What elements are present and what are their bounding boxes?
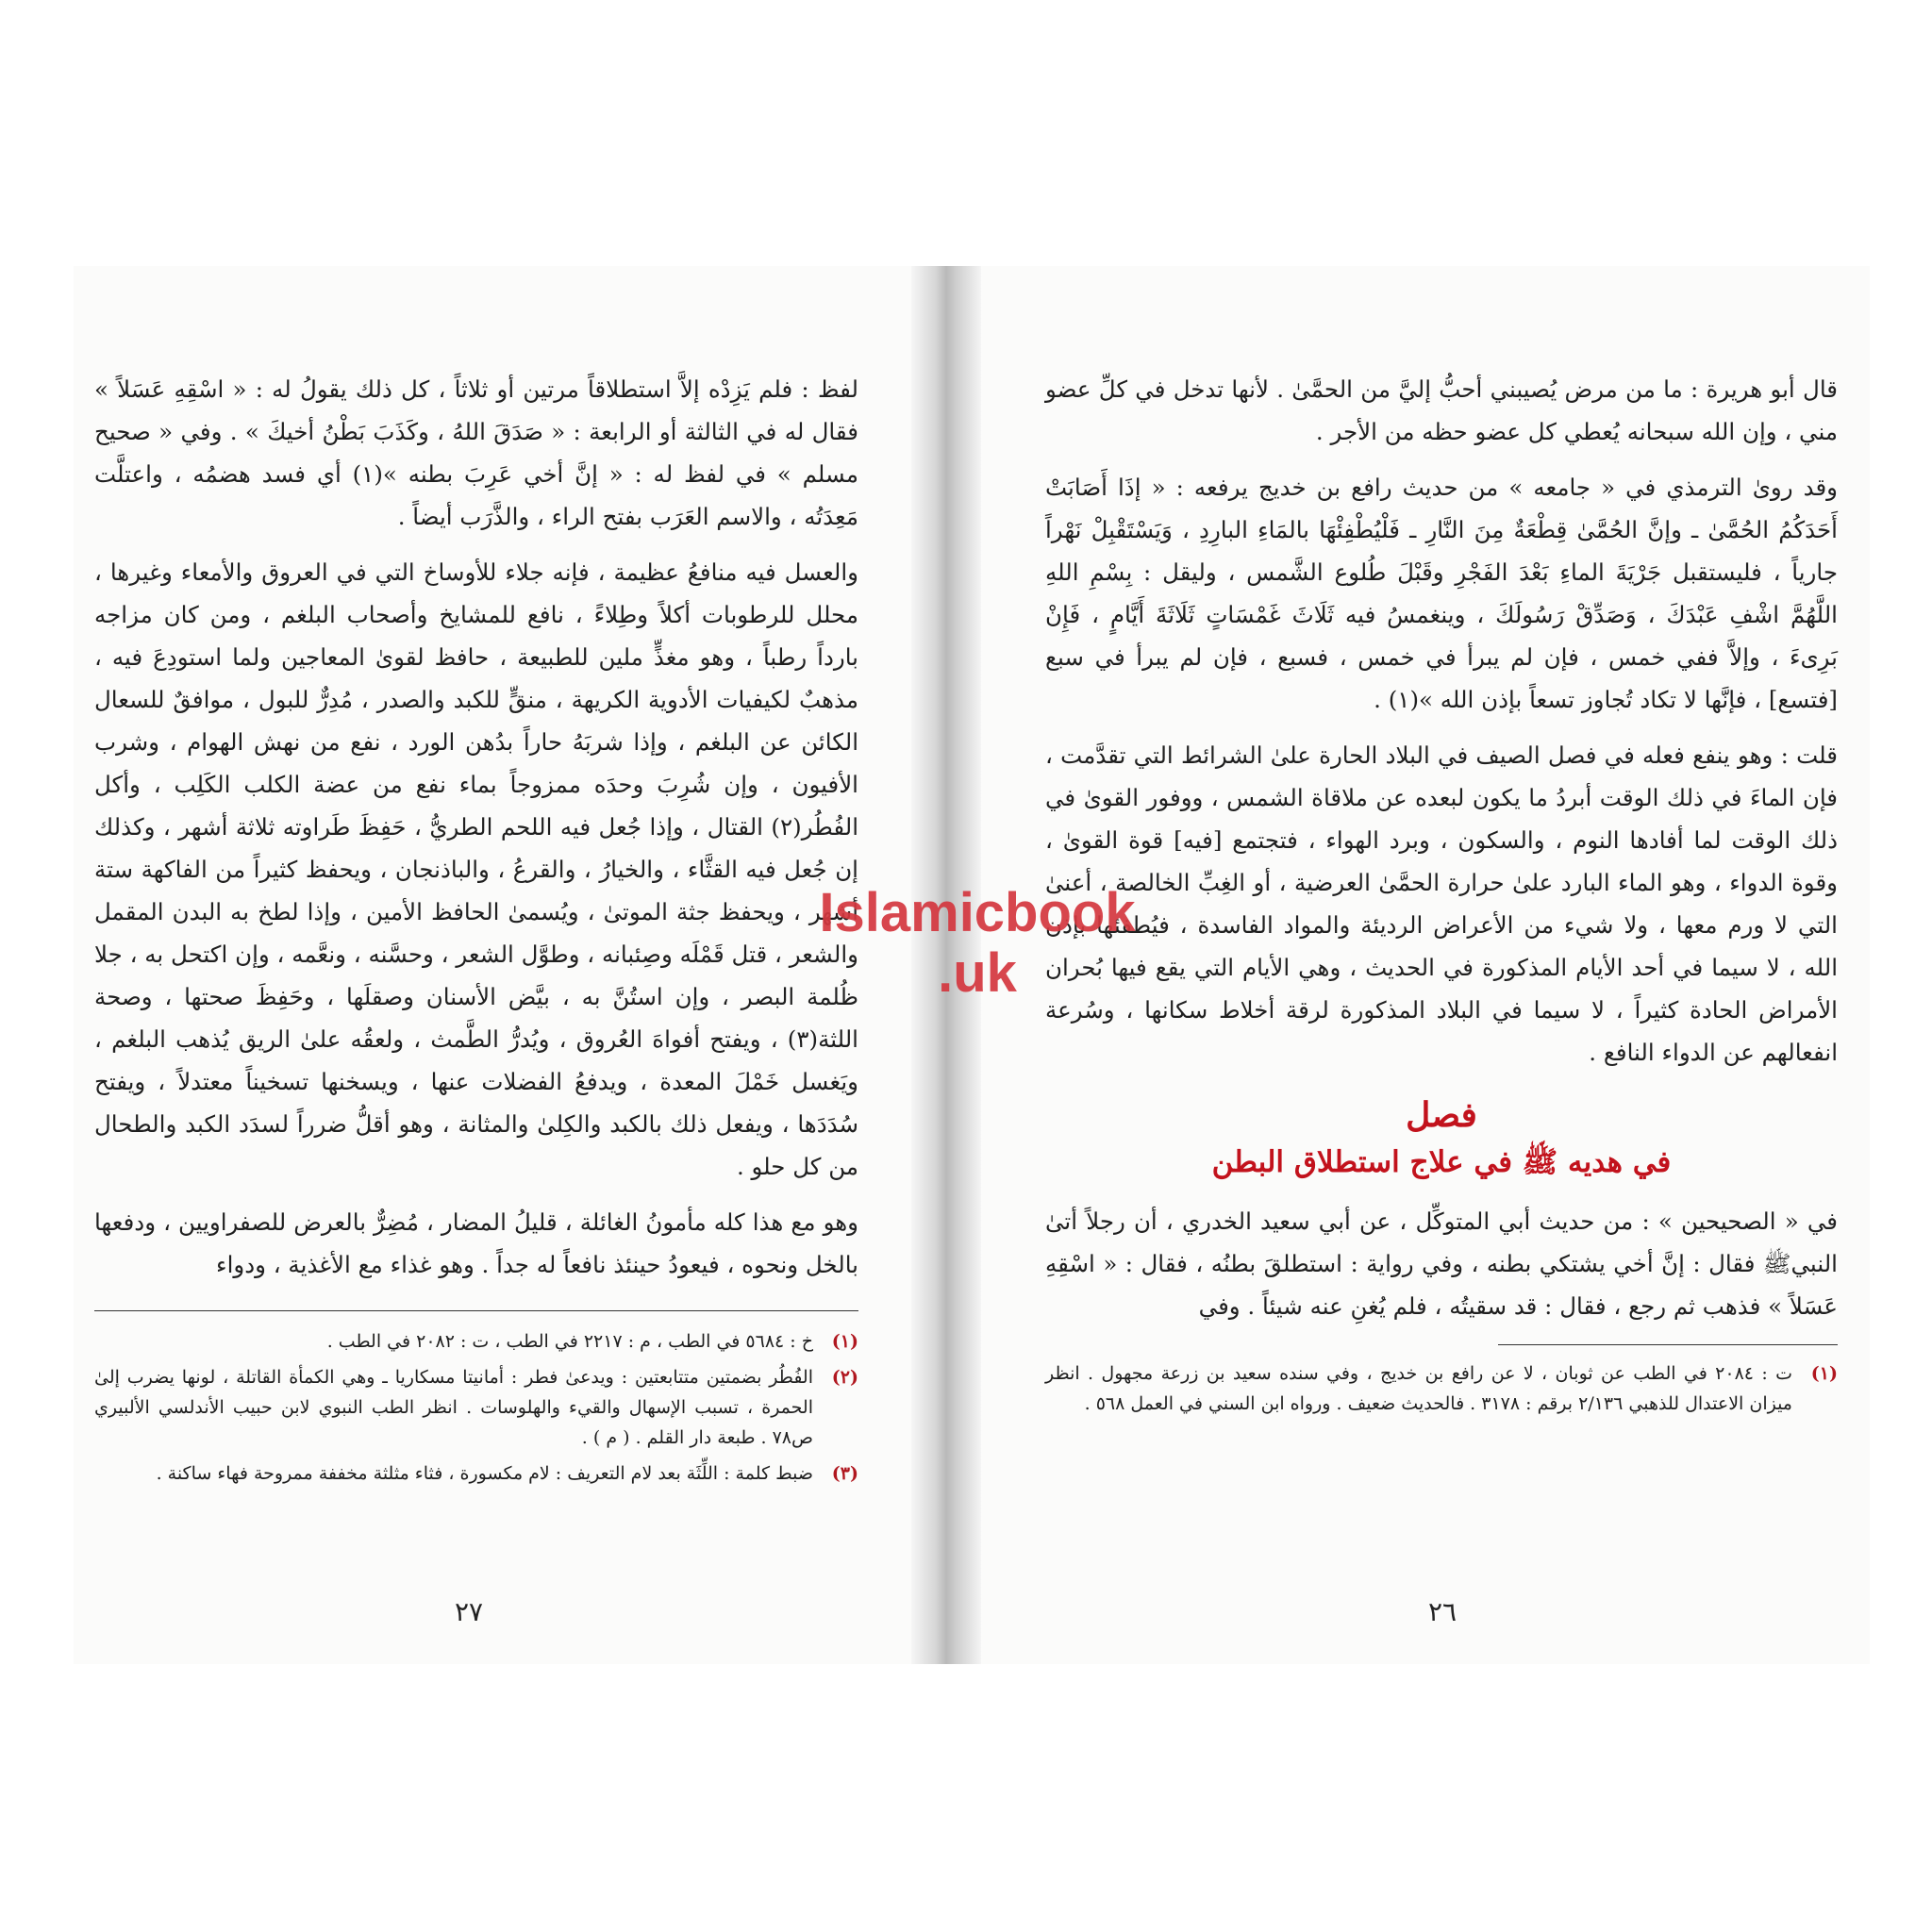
watermark-line-1: Islamicbook <box>819 882 1136 943</box>
footnote-number: (١) <box>831 1331 858 1352</box>
section-subheading: في هديه ﷺ في علاج استطلاق البطن <box>1211 1145 1672 1179</box>
footnote-text: الفُطُر بضمتين متتابعتين : ويدعىٰ فطر : أمانيتا مسكاريا ـ وهي الكمأة القاتلة ، لونها يضرب إلىٰ الحمرة ، تسبب الإسهال والقيء والهلوسات . انظر الطب النبوي لابن حبيب الأندلسي الألبيري ص٧٨ . طبعة دار القلم . ( م ) . <box>94 1367 813 1448</box>
footnote-divider <box>1498 1344 1838 1345</box>
right-paragraph-1: قال أبو هريرة : ما من مرض يُصيبني أحبُّ إليَّ من الحمَّىٰ . لأنها تدخل في كلِّ عضو مني ، وإن الله سبحانه يُعطي كل عضو حظه من الأجر . <box>1045 375 1838 445</box>
footnote-text: ضبط كلمة : اللِّثَة بعد لام التعريف : لام مكسورة ، فثاء مثلثة مخففة ممروحة فهاء ساكنة . <box>156 1463 813 1484</box>
left-page <box>94 368 858 1623</box>
page-number-right: ٢٦ <box>1428 1596 1457 1627</box>
footnote <box>94 1326 858 1357</box>
footnote-number: (٣) <box>831 1463 858 1484</box>
footnote-text: ت : ٢٠٨٤ في الطب عن ثوبان ، لا عن رافع بن خديج ، وفي سنده سعيد بن زرعة مجهول . انظر ميزان الاعتدال للذهبي ٢/١٣٦ برقم : ٣١٧٨ . فالحديث ضعيف . ورواه ابن السني في العمل ٥٦٨ . <box>1045 1363 1792 1414</box>
left-paragraph-2: والعسل فيه منافعُ عظيمة ، فإنه جلاء للأوساخ التي في العروق والأمعاء وغيرها ، محلل للرطوبات أكلاً وطِلاءً ، نافع للمشايخ وأصحاب البلغم ، ومن كان مزاجه بارداً رطباً ، وهو مغذٍّ ملين للطبيعة ، حافظ لقوىٰ المعاجين ولما استودِعَ فيه ، مذهبٌ لكيفيات الأدوية الكريهة ، منقٍّ للكبد والصدر ، مُدِرٌّ للبول ، موافقٌ للسعال الكائن عن البلغم ، وإذا شربَهُ حاراً بدُهن الورد ، نفع من نهش الهوام ، وشرب الأفيون ، وإن شُرِبَ وحدَه ممزوجاً بماء نفع من عضة الكلب الكَلِب ، وأكل الفُطُر(٢) القتال ، وإذا جُعل فيه اللحم الطريُّ ، حَفِظَ طَراوته ثلاثة أشهر ، وكذلك إن جُعل فيه القثَّاء ، والخيارُ ، والقرعُ ، والباذنجان ، ويحفظ كثيراً من الفاكهة ستة أشهر ، ويحفظ جثة الموتىٰ ، ويُسمىٰ الحافظ الأمين ، وإذا لطخ به البدن المقمل والشعر ، قتل قَمْلَه وصِئبانه ، وطوَّل الشعر ، وحسَّنه ، ونعَّمه ، وإن اكتحل به ، جلا ظُلمة البصر ، وإن استُنَّ به ، بيَّض الأسنان وصقلَها ، وحَفِظَ صحتها ، وصحة اللثة(٣) ، ويفتح أفواهَ العُروق ، ويُدرُّ الطَّمث ، ولعقُه علىٰ الريق يُذهب البلغم ، ويَغسل خَمْلَ المعدة ، ويدفعُ الفضلات عنها ، ويسخنها تسخيناً معتدلاً ، ويفتح سُدَدَها ، ويفعل ذلك بالكبد والكِلىٰ والمثانة ، وهو أقلُّ ضرراً لسدَد الكبد والطحال من كل حلو . <box>94 558 858 1180</box>
section-heading: فصل <box>1406 1095 1477 1135</box>
footnote <box>1045 1358 1838 1419</box>
footnote-number: (١) <box>1810 1363 1838 1384</box>
watermark-line-2: .uk <box>938 942 1017 1004</box>
left-paragraph-1: لفظ : فلم يَزِدْه إلاَّ استطلاقاً مرتين أو ثلاثاً ، كل ذلك يقولُ له : « اسْقِهِ عَسَلاً » فقال له في الثالثة أو الرابعة : « صَدَقَ اللهُ ، وكَذَبَ بَطْنُ أخيكَ » . وفي « صحيح مسلم » في لفظ له : « إنَّ أخي عَرِبَ بطنه »(١) أي فسد هضمُه ، واعتلَّت مَعِدَتُه ، والاسم العَرَب بفتح الراء ، والذَّرَب أيضاً . <box>94 375 858 530</box>
right-paragraph-2: وقد روىٰ الترمذي في « جامعه » من حديث رافع بن خديج يرفعه : « إذَا أَصَابَتْ أَحَدَكُمُ الحُمَّىٰ ـ وإنَّ الحُمَّىٰ قِطْعَةٌ مِنَ النَّارِ ـ فَلْيُطْفِئْهَا بالمَاءِ البارِدِ ، وَيَسْتَقْبِلْ نَهْراً جارياً ، فليستقبل جَرْيَةَ الماءِ بَعْدَ الفَجْرِ وقَبْلَ طُلوع الشَّمس ، وليقل : بِسْمِ اللهِ اللَّهُمَّ اشْفِ عَبْدَكَ ، وَصَدِّقْ رَسُولَكَ ، وينغمسُ فيه ثَلَاثَ غَمْسَاتٍ ثَلَاثَةَ أَيَّامٍ ، فَإِنْ بَرِىءَ ، وإلاَّ ففي خمس ، فإن لم يبرأ في خمس ، فسبع ، فإن لم يبرأ في سبع [فتسع] ، فإنَّها لا تكاد تُجاوز تسعاً بإذن الله »(١) . <box>1045 474 1838 713</box>
page-number-left: ٢٧ <box>455 1596 484 1627</box>
watermark-logo <box>779 883 1175 1004</box>
footnote <box>94 1458 858 1489</box>
footnote-text: خ : ٥٦٨٤ في الطب ، م : ٢٢١٧ في الطب ، ت : ٢٠٨٢ في الطب . <box>326 1331 813 1352</box>
right-paragraph-4: في « الصحيحين » : من حديث أبي المتوكِّل ، عن أبي سعيد الخدري ، أن رجلاً أتىٰ النبيﷺ فقال : إنَّ أخي يشتكي بطنه ، وفي رواية : استطلقَ بطنُه ، فقال : « اسْقِهِ عَسَلاً » فذهب ثم رجع ، فقال : قد سقيتُه ، فلم يُغنِ عنه شيئاً . وفي <box>1045 1208 1838 1320</box>
footnote <box>94 1362 858 1453</box>
footnote-divider <box>94 1310 858 1311</box>
right-paragraph-3: قلت : وهو ينفع فعله في فصل الصيف في البلاد الحارة علىٰ الشرائط التي تقدَّمت ، فإن الماءَ في ذلك الوقت أبردُ ما يكون لبعده عن ملاقاة الشمس ، ووفور القوىٰ في ذلك الوقت لما أفادها النوم ، والسكون ، وبرد الهواء ، فتجتمع [فيه] قوة القوىٰ ، وقوة الدواء ، وهو الماء البارد علىٰ حرارة الحمَّىٰ العرضية ، أو الغِبِّ الخالصة ، أعنىٰ التي لا ورم معها ، ولا شيء من الأعراض الرديئة والمواد الفاسدة ، فيُطفئها بإذن الله ، لا سيما في أحد الأيام المذكورة في الحديث ، وهي الأيام التي يقع فيها بُحران الأمراض الحادة كثيراً ، لا سيما في البلاد المذكورة لرقة أخلاط سكانها ، وسُرعة انفعالهم عن الدواء النافع . <box>1045 741 1838 1066</box>
left-paragraph-3: وهو مع هذا كله مأمونُ الغائلة ، قليلُ المضار ، مُضِرٌّ بالعرض للصفراويين ، ودفعها بالخل ونحوه ، فيعودُ حينئذ نافعاً له جداً . وهو غذاء مع الأغذية ، ودواء <box>94 1208 858 1278</box>
footnote-number: (٢) <box>831 1367 858 1388</box>
